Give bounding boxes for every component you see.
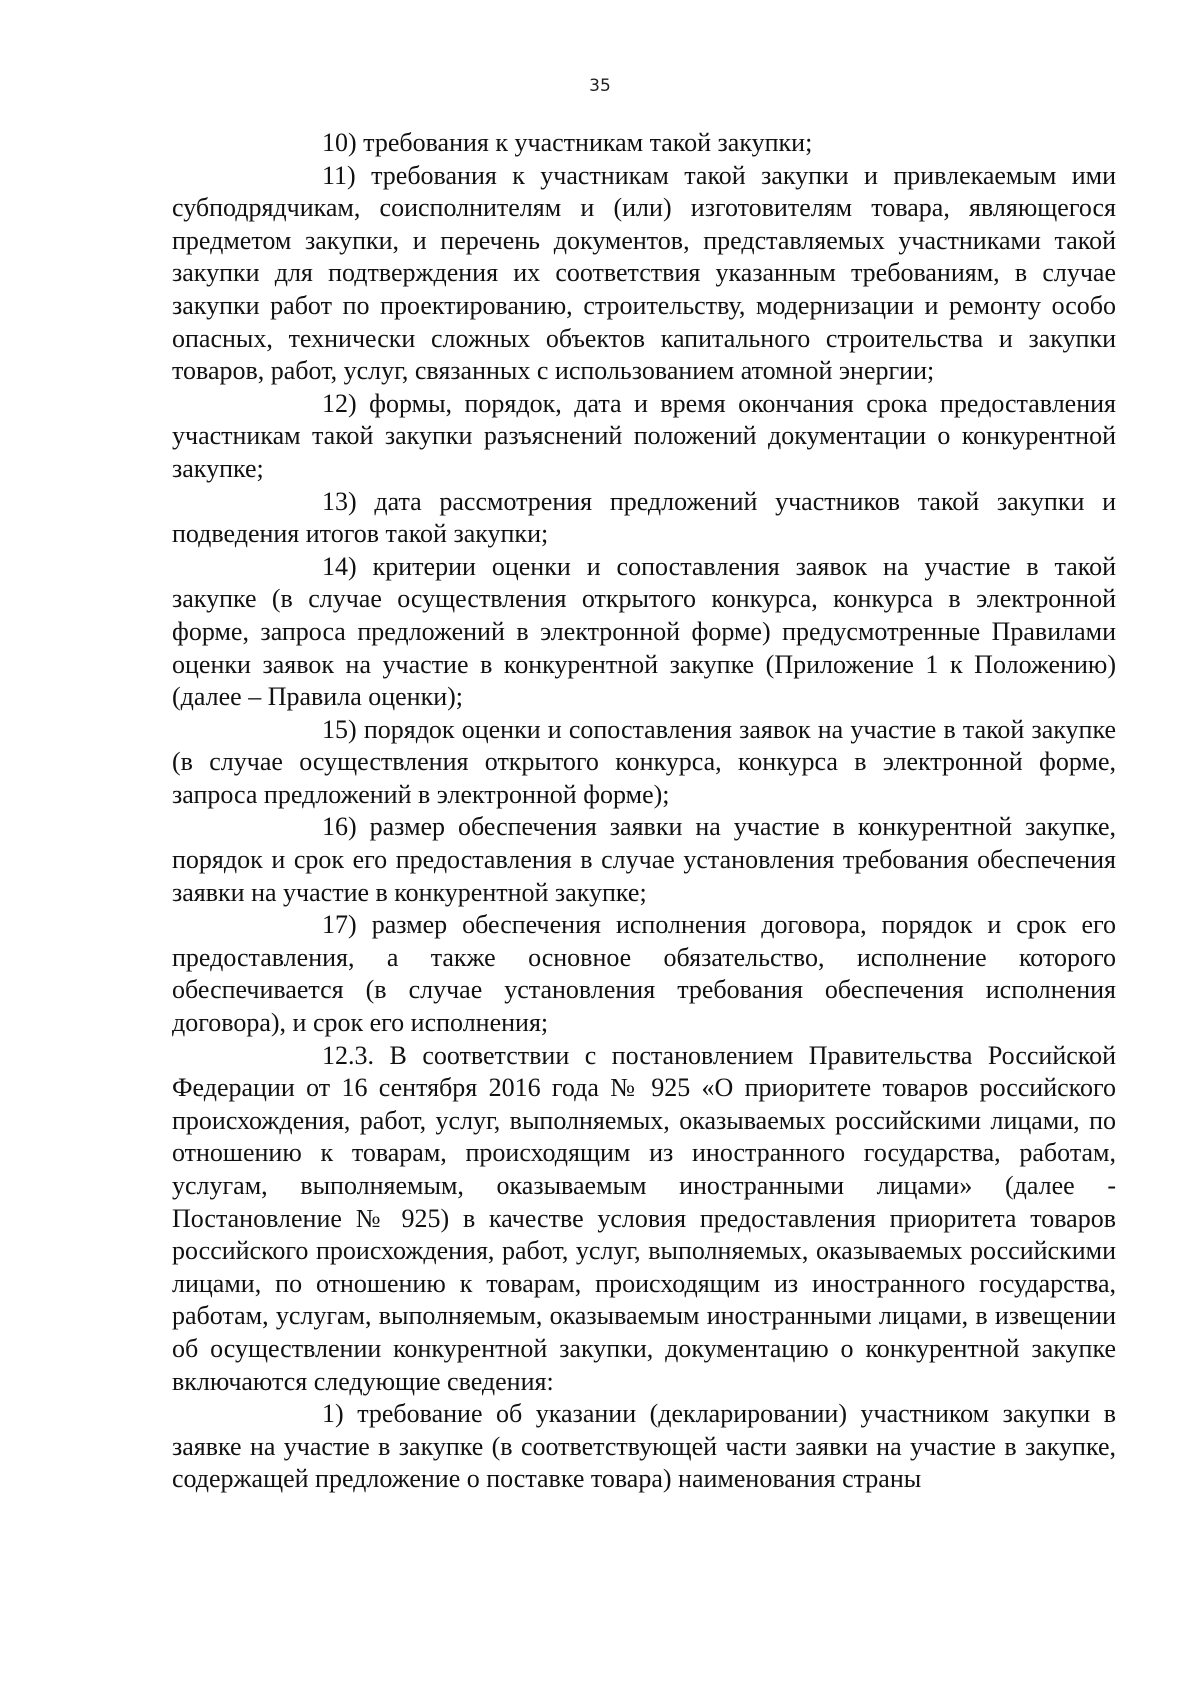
- document-body: [172, 127, 1116, 1496]
- item-number: 17): [322, 910, 357, 940]
- item-text: порядок оценки и сопоставления заявок на участие в такой закупке (в случае осуществления открытого конкурса, конкурса в электронной форме, запроса предложений в электронной форме);: [172, 714, 1116, 809]
- section-12-3: [172, 1040, 1116, 1399]
- section-number: 12.3.: [322, 1040, 374, 1070]
- item-text: требования к участникам такой закупки;: [363, 128, 813, 157]
- item-text: требования к участникам такой закупки и привлекаемым ими субподрядчикам, соисполнителям и (или) изготовителям товара, являющегося предметом закупки, и перечень документов, представляемых участниками такой закупки для подтверждения их соответствия указанным требованиям, в случае закупки работ по проектированию, строительству, модернизации и ремонту особо опасных, технически сложных объектов капитального строительства и закупки товаров, работ, услуг, связанных с использованием атомной энергии;: [172, 160, 1116, 386]
- list-item-1: [172, 1398, 1116, 1496]
- list-item-13: [172, 486, 1116, 551]
- item-number: 14): [322, 551, 357, 581]
- item-text: требование об указании (декларировании) участником закупки в заявке на участие в закупке (в соответствующей части заявки на участие в закупке, содержащей предложение о поставке товара) наименования страны: [172, 1399, 1117, 1494]
- item-text: размер обеспечения заявки на участие в конкурентной закупке, порядок и срок его предоставления в случае установления требования обеспечения заявки на участие в конкурентной закупке;: [172, 812, 1116, 907]
- list-item-15: [172, 714, 1116, 812]
- list-item-11: [172, 160, 1116, 388]
- list-item-17: [172, 909, 1116, 1039]
- list-item-16: [172, 811, 1116, 909]
- list-item-14: [172, 551, 1116, 714]
- item-text: критерии оценки и сопоставления заявок на участие в такой закупке (в случае осуществления открытого конкурса, конкурса в электронной форме, запроса предложений в электронной форме) предусмотренные Правилами оценки заявок на участие в конкурентной закупке (Приложение 1 к Положению) (далее – Правила оценки);: [172, 551, 1117, 712]
- page-number: 35: [589, 76, 611, 96]
- list-item-12: [172, 388, 1116, 486]
- item-number: 15): [322, 714, 357, 744]
- item-text: дата рассмотрения предложений участников такой закупки и подведения итогов такой закупки;: [172, 486, 1117, 549]
- item-number: 16): [322, 812, 357, 842]
- item-number: 10): [322, 128, 357, 157]
- item-text: размер обеспечения исполнения договора, порядок и срок его предоставления, а также основное обязательство, исполнение которого обеспечивается (в случае установления требования обеспечения исполнения договора), и срок его исполнения;: [172, 910, 1117, 1038]
- item-number: 13): [322, 486, 357, 516]
- item-number: 11): [322, 160, 356, 190]
- section-text: В соответствии с постановлением Правительства Российской Федерации от 16 сентября 2016 года № 925 «О приоритете товаров российского происхождения, работ, услуг, выполняемых, оказываемых российскими лицами, по отношению к товарам, происходящим из иностранного государства, работам, услугам, выполняемым, оказываемым иностранными лицами» (далее - Постановление № 925) в качестве условия предоставления приоритета товаров российского происхождения, работ, услуг, выполняемых, оказываемых российскими лицами, по отношению к товарам, происходящим из иностранного государства, работам, услугам, выполняемым, оказываемым иностранными лицами, в извещении об осуществлении конкурентной закупки, документацию о конкурентной закупке включаются следующие сведения:: [172, 1040, 1116, 1396]
- item-number: 1): [322, 1399, 344, 1429]
- item-text: формы, порядок, дата и время окончания срока предоставления участникам такой закупки разъяснений положений документации о конкурентной закупке;: [172, 388, 1117, 483]
- item-number: 12): [322, 388, 357, 418]
- list-item-10: [172, 127, 1116, 160]
